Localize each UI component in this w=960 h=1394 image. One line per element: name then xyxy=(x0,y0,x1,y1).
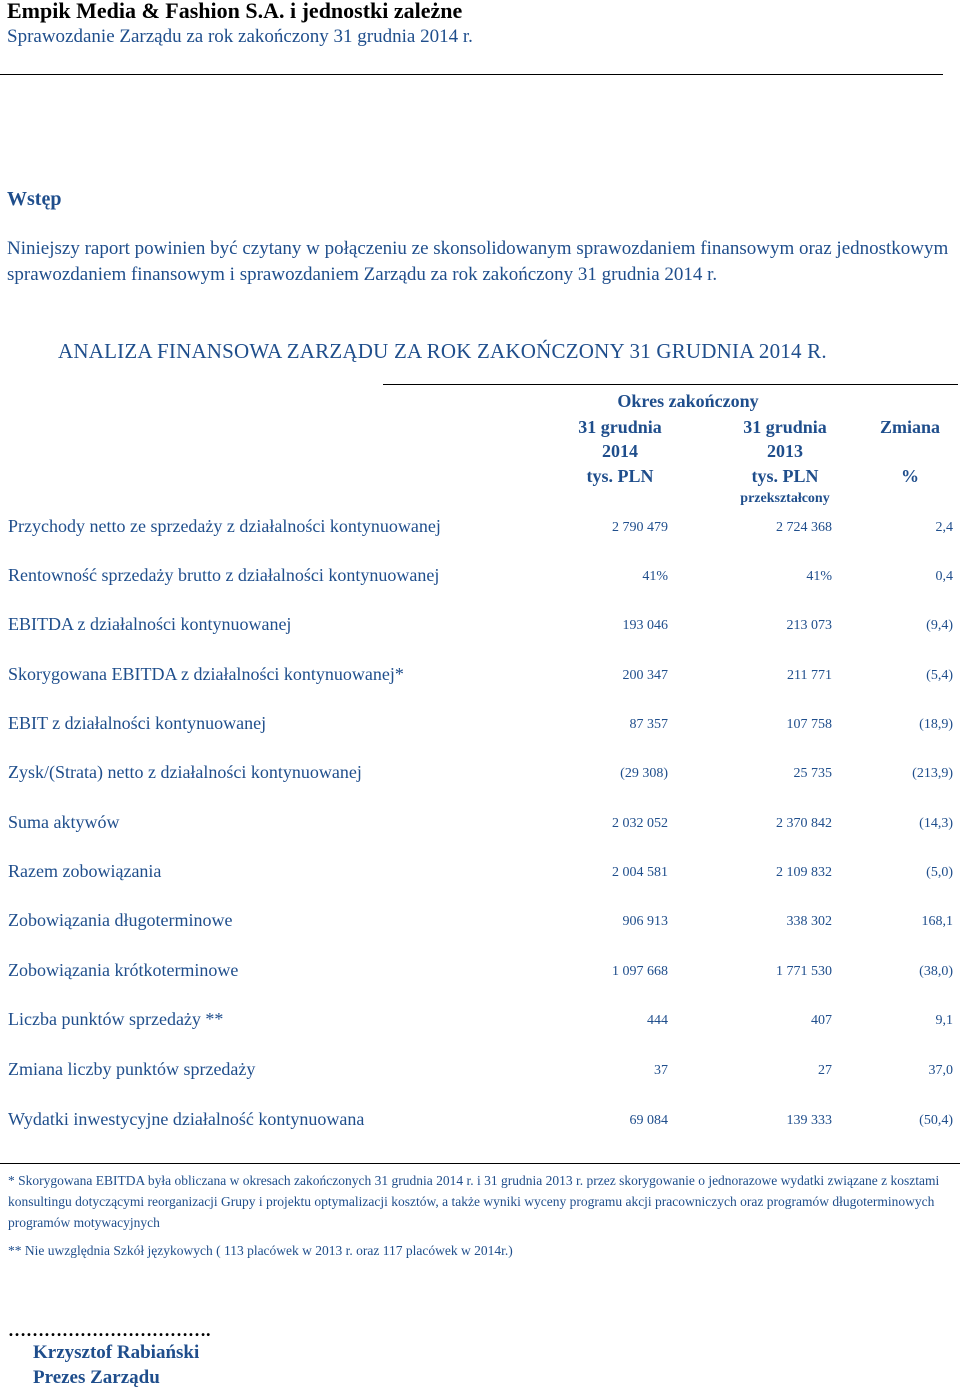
value-2014: 2 032 052 xyxy=(612,816,668,831)
value-2013: 139 333 xyxy=(786,1113,832,1128)
value-2013: 27 xyxy=(818,1063,832,1078)
footnote-points-of-sale: ** Nie uwzględnia Szkół językowych ( 113 placówek w 2013 r. oraz 117 placówek w 2014r.) xyxy=(8,1243,513,1258)
value-2013: 41% xyxy=(806,569,832,584)
value-2013: 25 735 xyxy=(793,766,832,781)
intro-paragraph: Niniejszy raport powinien być czytany w połączeniu ze skonsolidowanym sprawozdaniem finansowym oraz jednostkowym sprawozdaniem finansowym i sprawozdaniem Zarządu za rok zakończony 31 grudnia 2014 r. xyxy=(7,238,949,285)
value-2014: 41% xyxy=(642,569,668,584)
value-change: (5,4) xyxy=(926,668,953,683)
value-2014: 69 084 xyxy=(629,1113,668,1128)
row-label: EBITDA z działalności kontynuowanej xyxy=(8,614,292,634)
value-2014: 2 790 479 xyxy=(612,520,668,535)
value-2013: 338 302 xyxy=(786,914,832,929)
col1-unit: tys. PLN xyxy=(586,466,654,486)
value-change: 168,1 xyxy=(921,914,953,929)
footnote-adjusted-ebitda: * Skorygowana EBITDA była obliczana w okresach zakończonych 31 grudnia 2014 r. i 31 grudnia 2013 r. przez skorygowanie o jednorazowe wydatki związane z kosztami konsultingu dotyczącymi reorganizacji Grupy i projektu optymalizacji kosztów, a także wyniki wyceny programu akcji pracowniczych oraz programów długoterminowych programów motywacyjnych xyxy=(8,1173,940,1230)
value-2013: 2 109 832 xyxy=(776,865,832,880)
col2-restated-note: przekształcony xyxy=(740,491,830,506)
row-label: Zysk/(Strata) netto z działalności kontynuowanej xyxy=(8,762,362,782)
value-2014: (29 308) xyxy=(620,766,668,781)
value-2014: 2 004 581 xyxy=(612,865,668,880)
value-2014: 906 913 xyxy=(622,914,668,929)
row-label: Razem zobowiązania xyxy=(8,861,162,881)
intro-heading: Wstęp xyxy=(7,188,62,210)
row-label: EBIT z działalności kontynuowanej xyxy=(8,713,267,733)
col1-year: 2014 xyxy=(602,441,638,461)
row-label: Przychody netto ze sprzedaży z działalności kontynuowanej xyxy=(8,516,441,536)
col2-unit: tys. PLN xyxy=(751,466,819,486)
value-2013: 211 771 xyxy=(787,668,832,683)
footnote-divider xyxy=(0,1163,960,1164)
row-label: Liczba punktów sprzedaży ** xyxy=(8,1009,224,1029)
col2-year: 2013 xyxy=(767,441,803,461)
row-label: Suma aktywów xyxy=(8,812,120,832)
row-label: Rentowność sprzedaży brutto z działalności kontynuowanej xyxy=(8,565,440,585)
value-change: 0,4 xyxy=(935,569,953,584)
value-2013: 213 073 xyxy=(786,618,832,633)
value-2013: 407 xyxy=(811,1013,832,1028)
signatory-name: Krzysztof Rabiański xyxy=(33,1342,200,1363)
value-2013: 107 758 xyxy=(786,717,832,732)
company-title: Empik Media & Fashion S.A. i jednostki zależne xyxy=(7,0,463,23)
value-2014: 1 097 668 xyxy=(612,964,668,979)
col1-date: 31 grudnia xyxy=(578,417,662,437)
analysis-heading: ANALIZA FINANSOWA ZARZĄDU ZA ROK ZAKOŃCZONY 31 GRUDNIA 2014 R. xyxy=(58,339,827,363)
report-subtitle: Sprawozdanie Zarządu za rok zakończony 31 grudnia 2014 r. xyxy=(7,26,473,47)
row-label: Zobowiązania długoterminowe xyxy=(8,910,233,930)
col2-date: 31 grudnia xyxy=(743,417,827,437)
value-change: 37,0 xyxy=(928,1063,953,1078)
row-label: Zmiana liczby punktów sprzedaży xyxy=(8,1059,256,1079)
value-change: (213,9) xyxy=(912,766,953,781)
value-2013: 2 370 842 xyxy=(776,816,832,831)
value-2014: 200 347 xyxy=(622,668,668,683)
value-2014: 444 xyxy=(647,1013,668,1028)
value-change: (50,4) xyxy=(919,1113,953,1128)
value-change: (9,4) xyxy=(926,618,953,633)
header-divider xyxy=(0,74,943,75)
row-label: Wydatki inwestycyjne działalność kontynuowana xyxy=(8,1109,365,1129)
row-label: Skorygowana EBITDA z działalności kontynuowanej* xyxy=(8,664,404,684)
period-header: Okres zakończony xyxy=(617,391,759,411)
value-change: 9,1 xyxy=(935,1013,953,1028)
row-label: Zobowiązania krótkoterminowe xyxy=(8,960,239,980)
value-2013: 1 771 530 xyxy=(776,964,832,979)
signature-line: ……………………………. xyxy=(8,1320,211,1340)
value-2014: 87 357 xyxy=(629,717,668,732)
value-2014: 193 046 xyxy=(622,618,668,633)
col3-unit: % xyxy=(901,466,919,486)
value-change: (14,3) xyxy=(919,816,953,831)
value-2014: 37 xyxy=(654,1063,668,1078)
col3-title: Zmiana xyxy=(879,417,940,437)
value-change: (5,0) xyxy=(926,865,953,880)
value-change: (38,0) xyxy=(919,964,953,979)
value-2013: 2 724 368 xyxy=(776,520,832,535)
signatory-role: Prezes Zarządu xyxy=(33,1367,160,1388)
value-change: 2,4 xyxy=(935,520,953,535)
table-top-divider xyxy=(383,384,958,385)
value-change: (18,9) xyxy=(919,717,953,732)
